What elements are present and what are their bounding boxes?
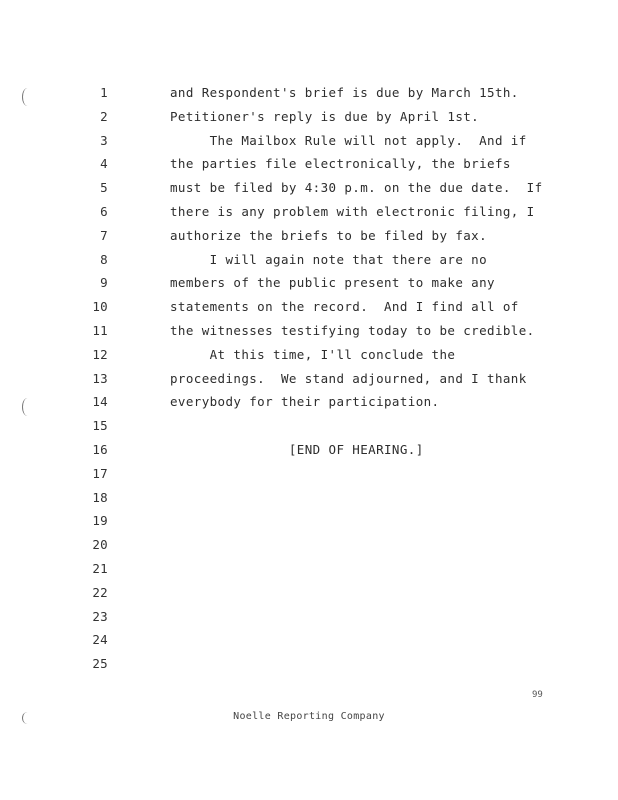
transcript-line: everybody for their participation.	[170, 394, 440, 410]
transcript-line: and Respondent's brief is due by March 15th.	[170, 85, 519, 100]
transcript-line	[170, 581, 550, 605]
line-number: 23	[92, 608, 108, 624]
line-number: 18	[92, 489, 108, 505]
end-of-hearing-line: [END OF HEARING.]	[170, 441, 424, 457]
transcript-line: there is any problem with electronic filing, I	[170, 203, 535, 219]
line-number: 14	[92, 394, 108, 410]
transcript-line	[170, 652, 550, 676]
line-number: 25	[92, 656, 108, 672]
line-number: 8	[100, 251, 108, 267]
line-number: 16	[92, 441, 108, 457]
line-number: 13	[92, 370, 108, 386]
line-number: 12	[92, 346, 108, 362]
line-number: 22	[92, 584, 108, 600]
line-number: 2	[100, 108, 108, 124]
line-number: 20	[92, 537, 108, 553]
transcript-line: the parties file electronically, the briefs	[170, 156, 511, 172]
transcript-line	[170, 605, 550, 629]
line-number: 9	[100, 275, 108, 291]
line-number: 3	[100, 132, 108, 148]
line-number: 1	[100, 85, 108, 100]
transcript-line	[170, 486, 550, 510]
line-number: 6	[100, 203, 108, 219]
transcript-line: At this time, I'll conclude the	[170, 346, 456, 362]
line-number: 21	[92, 560, 108, 576]
transcript-line	[170, 533, 550, 557]
page-number: 99	[532, 690, 543, 700]
transcript-text	[170, 81, 550, 676]
punch-hole-mark-top	[22, 88, 33, 106]
line-number: 4	[100, 156, 108, 172]
line-number: 17	[92, 465, 108, 481]
transcript-line: I will again note that there are no	[170, 251, 488, 267]
transcript-line	[170, 628, 550, 652]
punch-hole-mark-middle	[22, 398, 33, 416]
transcript-line	[170, 557, 550, 581]
transcript-line	[170, 509, 550, 533]
transcript-line: authorize the briefs to be filed by fax.	[170, 227, 488, 243]
line-number: 7	[100, 227, 108, 243]
line-number: 5	[100, 180, 108, 196]
transcript-line: must be filed by 4:30 p.m. on the due date. If	[170, 180, 543, 196]
transcript-line	[170, 462, 550, 486]
line-number-column	[84, 81, 108, 676]
transcript-line: proceedings. We stand adjourned, and I thank	[170, 370, 527, 386]
reporting-company-footer: Noelle Reporting Company	[233, 711, 385, 722]
line-number: 11	[92, 322, 108, 338]
transcript-line: Petitioner's reply is due by April 1st.	[170, 108, 480, 124]
line-number: 19	[92, 513, 108, 529]
line-number: 24	[92, 632, 108, 648]
transcript-line: the witnesses testifying today to be credible.	[170, 322, 535, 338]
line-number: 15	[92, 418, 108, 434]
line-number: 10	[92, 299, 108, 315]
transcript-line: statements on the record. And I find all of	[170, 299, 519, 315]
transcript-line: The Mailbox Rule will not apply. And if	[170, 132, 527, 148]
transcript-line: members of the public present to make any	[170, 275, 495, 291]
transcript-line	[170, 414, 550, 438]
